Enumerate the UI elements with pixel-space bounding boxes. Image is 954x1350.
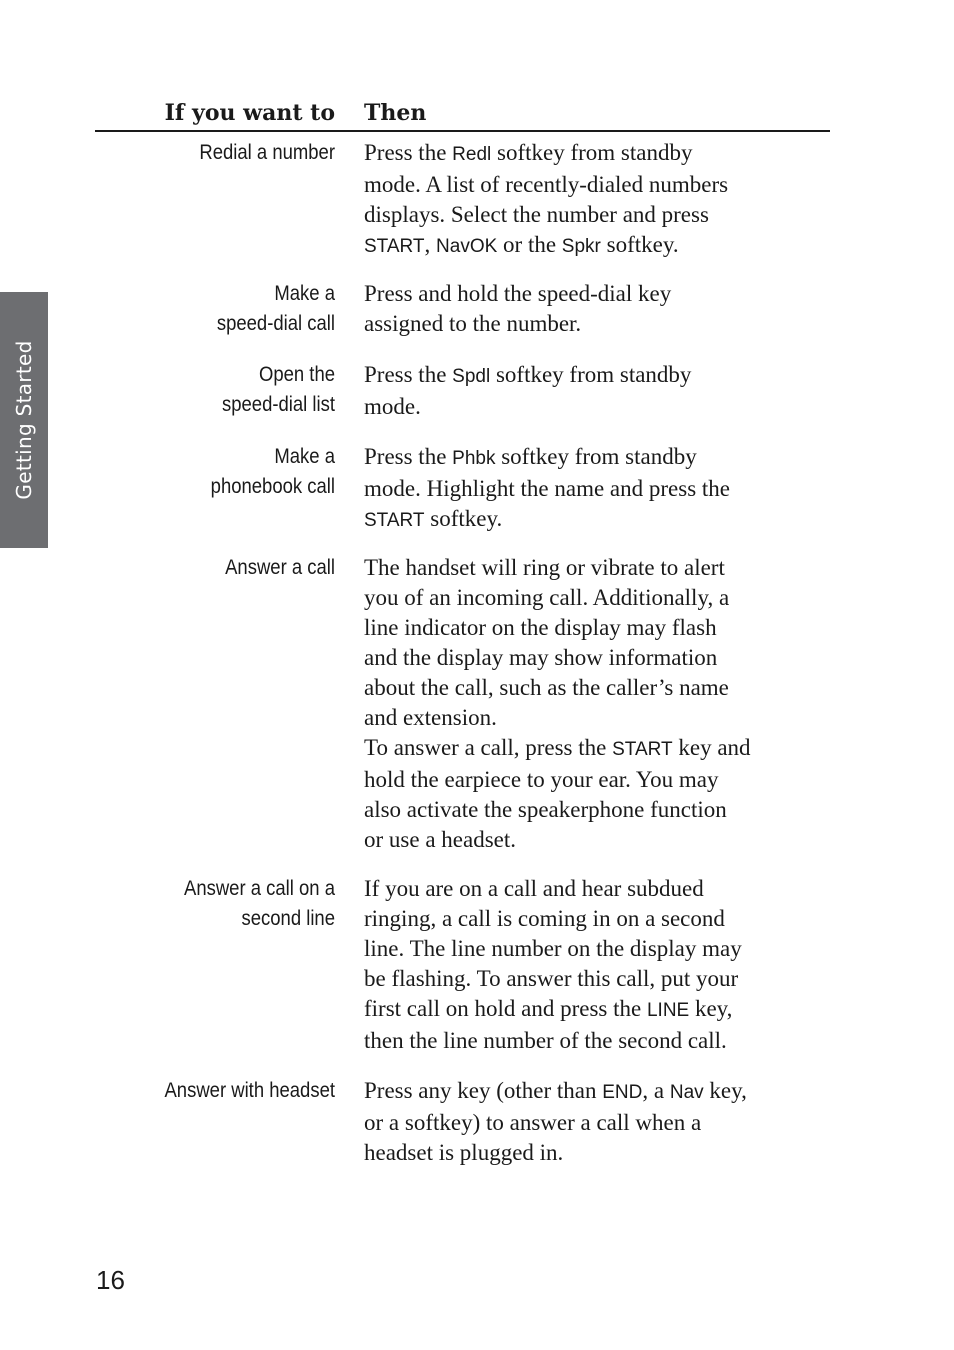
key-name: START: [364, 236, 425, 257]
instruction-text: softkey from standby: [490, 362, 692, 387]
instruction-text: also activate the speakerphone function: [364, 797, 727, 822]
instruction-text: or the: [497, 232, 562, 257]
instruction-text: displays. Select the number and press: [364, 202, 709, 227]
instruction-line: [364, 964, 824, 994]
condition-cell: [106, 279, 335, 339]
side-tab: [0, 292, 48, 548]
instruction-text: first call on hold and press the: [364, 996, 647, 1021]
instruction-line: [364, 279, 824, 309]
instruction-line: [364, 583, 824, 613]
instruction-text: key and: [672, 735, 751, 760]
condition-text: Answer a call on a: [183, 877, 335, 900]
instruction-text: If you are on a call and hear subdued: [364, 876, 704, 901]
instruction-cell: [364, 360, 824, 422]
instruction-text: Press any key (other than: [364, 1078, 603, 1103]
instruction-line: [364, 553, 824, 583]
instruction-cell: [364, 138, 824, 262]
condition-cell: [106, 874, 335, 934]
instruction-line: [364, 643, 824, 673]
condition-text: Answer a call: [225, 556, 335, 579]
instruction-text: about the call, such as the caller’s name: [364, 675, 729, 700]
key-name: LINE: [646, 1000, 690, 1021]
instruction-cell: [364, 1076, 824, 1168]
condition-text: second line: [241, 907, 335, 930]
header-if-you-want-to: If you want to: [164, 100, 335, 126]
condition-text: Open the: [258, 363, 335, 386]
instruction-line: [364, 613, 824, 643]
key-name: Phbk: [452, 448, 496, 469]
key-name: Spkr: [561, 236, 601, 257]
instruction-text: you of an incoming call. Additionally, a: [364, 585, 730, 610]
instruction-line: [364, 1108, 824, 1138]
instruction-text: softkey.: [600, 232, 679, 257]
key-name: END: [602, 1082, 643, 1103]
instruction-line: [364, 934, 824, 964]
instruction-text: or use a headset.: [364, 827, 516, 852]
instruction-line: [364, 825, 824, 855]
instruction-line: [364, 904, 824, 934]
instruction-text: assigned to the number.: [364, 311, 582, 336]
instruction-cell: [364, 442, 824, 536]
page-number: 16: [96, 1265, 125, 1295]
instruction-line: [364, 170, 824, 200]
instruction-text: and the display may show information: [364, 645, 718, 670]
instruction-line: [364, 474, 824, 504]
instruction-line: [364, 138, 824, 170]
instruction-text: ringing, a call is coming in on a second: [364, 906, 725, 931]
condition-text: speed-dial call: [216, 312, 335, 335]
instruction-text: To answer a call, press the: [364, 735, 613, 760]
instruction-line: [364, 442, 824, 474]
instruction-text: Press the: [364, 362, 453, 387]
instruction-text: and extension.: [364, 705, 497, 730]
instruction-text: or a softkey) to answer a call when a: [364, 1110, 702, 1135]
instruction-text: softkey from standby: [495, 444, 697, 469]
instruction-line: [364, 703, 824, 733]
condition-text: Make a: [274, 282, 335, 305]
condition-text: Answer with headset: [164, 1079, 335, 1102]
side-tab-label: Getting Started: [12, 340, 36, 500]
condition-text: speed-dial list: [222, 393, 335, 416]
instruction-line: [364, 1026, 824, 1056]
instruction-line: [364, 392, 824, 422]
instruction-text: Press and hold the speed-dial key: [364, 281, 672, 306]
instruction-text: then the line number of the second call.: [364, 1028, 727, 1053]
instruction-text: mode. Highlight the name and press the: [364, 476, 731, 501]
condition-cell: [106, 1076, 335, 1106]
key-name: NavOK: [436, 236, 498, 257]
instruction-text: , a: [642, 1078, 670, 1103]
instruction-text: headset is plugged in.: [364, 1140, 564, 1165]
instruction-line: [364, 874, 824, 904]
condition-cell: [106, 442, 335, 502]
instruction-line: [364, 504, 824, 536]
instruction-text: key,: [703, 1078, 747, 1103]
instruction-text: line indicator on the display may flash: [364, 615, 717, 640]
condition-text: Make a: [274, 445, 335, 468]
instruction-line: [364, 765, 824, 795]
instruction-text: Press the: [364, 444, 453, 469]
instruction-text: mode. A list of recently-dialed numbers: [364, 172, 729, 197]
instruction-cell: [364, 874, 824, 1056]
instruction-text: line. The line number on the display may: [364, 936, 742, 961]
instruction-line: [364, 230, 824, 262]
instruction-line: [364, 733, 824, 765]
instruction-cell: [364, 279, 824, 339]
condition-cell: [106, 360, 335, 420]
instruction-cell: [364, 553, 824, 855]
condition-text: Redial a number: [199, 141, 335, 164]
key-name: Spdl: [452, 366, 491, 387]
instruction-text: hold the earpiece to your ear. You may: [364, 767, 719, 792]
key-name: START: [612, 739, 673, 760]
instruction-line: [364, 994, 824, 1026]
key-name: Nav: [669, 1082, 704, 1103]
instruction-line: [364, 200, 824, 230]
condition-cell: [106, 138, 335, 168]
instruction-text: ,: [424, 232, 437, 257]
instruction-text: Press the: [364, 140, 453, 165]
table-header: [95, 100, 830, 132]
instruction-line: [364, 309, 824, 339]
instruction-text: The handset will ring or vibrate to alert: [364, 555, 725, 580]
instruction-line: [364, 1138, 824, 1168]
instruction-text: softkey from standby: [491, 140, 693, 165]
instruction-line: [364, 360, 824, 392]
instruction-text: be flashing. To answer this call, put your: [364, 966, 739, 991]
instruction-line: [364, 795, 824, 825]
instruction-text: softkey.: [424, 506, 503, 531]
instruction-text: mode.: [364, 394, 421, 419]
key-name: START: [364, 510, 425, 531]
header-then: Then: [364, 100, 427, 126]
key-name: Redl: [452, 144, 492, 165]
instruction-text: key,: [689, 996, 733, 1021]
condition-text: phonebook call: [210, 475, 335, 498]
condition-cell: [106, 553, 335, 583]
instruction-line: [364, 1076, 824, 1108]
instruction-line: [364, 673, 824, 703]
